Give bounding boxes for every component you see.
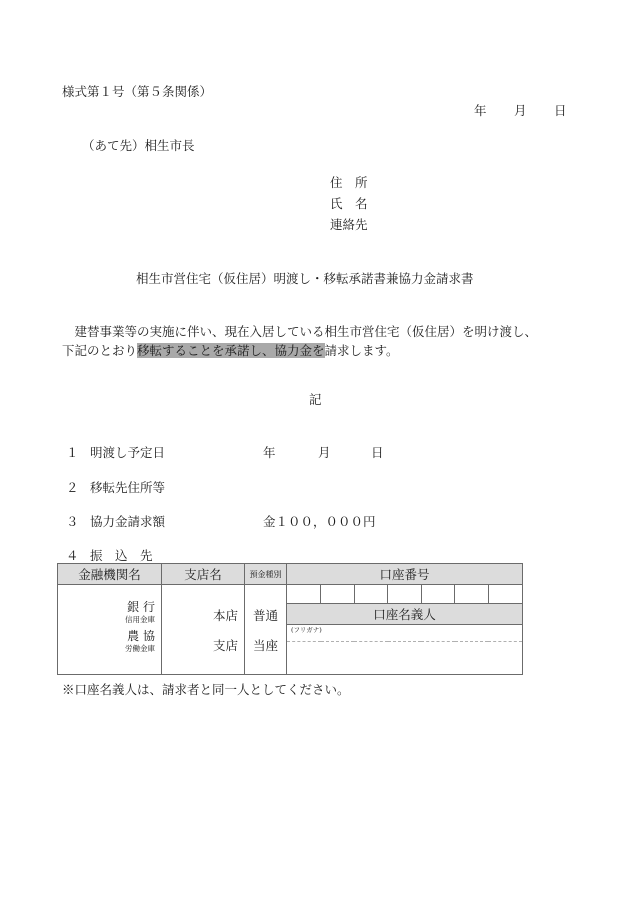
account-holder-name-field[interactable]: [287, 642, 522, 675]
note: ※口座名義人は、請求者と同一人としてください。: [62, 682, 350, 697]
highlighted-text: 移転することを承諾し、協力金を: [137, 343, 325, 358]
option-bank: 銀 行: [127, 599, 155, 614]
name-label: 氏 名: [330, 196, 368, 211]
header-institution: 金融機関名: [58, 564, 162, 585]
contact-label: 連絡先: [330, 217, 368, 232]
digit-cell-2[interactable]: [321, 585, 355, 604]
item-day-label: 日: [371, 445, 384, 460]
date-month-label: 月: [514, 103, 527, 118]
item-label: 明渡し予定日: [90, 445, 166, 460]
form-number: 様式第１号（第５条関係）: [62, 84, 213, 99]
item-label: 協力金請求額: [90, 514, 166, 529]
furigana-field[interactable]: (フリガナ): [287, 625, 522, 642]
header-branch: 支店名: [162, 564, 245, 585]
option-branch: 支店: [212, 637, 238, 653]
digit-cell-1[interactable]: [287, 585, 321, 604]
digit-cell-5[interactable]: [421, 585, 455, 604]
account-details: [287, 585, 523, 675]
body-text: [62, 322, 537, 360]
header-account-holder: 口座名義人: [287, 604, 522, 625]
body-line-2-post: 請求します。: [324, 343, 399, 358]
date-day-label: 日: [554, 103, 567, 118]
option-toza: 当座: [252, 637, 278, 653]
item-number: ４: [66, 548, 79, 563]
body-line-1: 建替事業等の実施に伴い、現在入居している相生市営住宅（仮住居）を明け渡し、: [62, 324, 538, 339]
account-type-cell[interactable]: [245, 585, 287, 675]
body-line-2-pre: 下記のとおり: [62, 343, 138, 358]
claim-amount: 金１００，０００円: [263, 514, 376, 529]
option-head-office: 本店: [212, 607, 238, 623]
digit-cell-3[interactable]: [354, 585, 388, 604]
branch-cell[interactable]: [162, 585, 245, 675]
ki-heading: 記: [309, 392, 322, 407]
document-title: 相生市営住宅（仮住居）明渡し・移転承諾書兼協力金請求書: [136, 271, 474, 286]
addressee: （あて先）相生市長: [82, 138, 195, 153]
body-line-2: [62, 341, 537, 360]
date-year-label: 年: [474, 103, 487, 118]
sender-block: [330, 172, 368, 235]
item-month-label: 月: [318, 445, 331, 460]
digit-cell-4[interactable]: [388, 585, 422, 604]
option-futsu: 普通: [252, 607, 278, 623]
item-label: 移転先住所等: [90, 480, 166, 495]
header-account-number: 口座番号: [287, 564, 523, 585]
digit-cell-6[interactable]: [455, 585, 489, 604]
item-year-label: 年: [263, 445, 276, 460]
account-number-digits: [287, 585, 522, 604]
option-shinkin: 信用金庫: [125, 614, 155, 624]
header-account-type: 預金種別: [245, 564, 287, 585]
address-label: 住 所: [330, 175, 368, 190]
item-number: ２: [66, 480, 79, 495]
option-rokin: 労働金庫: [125, 644, 155, 654]
option-nokyo: 農 協: [127, 629, 155, 643]
institution-cell[interactable]: [58, 585, 162, 675]
digit-cell-7[interactable]: [488, 585, 522, 604]
item-number: ３: [66, 514, 79, 529]
item-number: １: [66, 445, 79, 460]
bank-transfer-table: [57, 563, 523, 675]
item-label: 振 込 先: [90, 548, 153, 563]
